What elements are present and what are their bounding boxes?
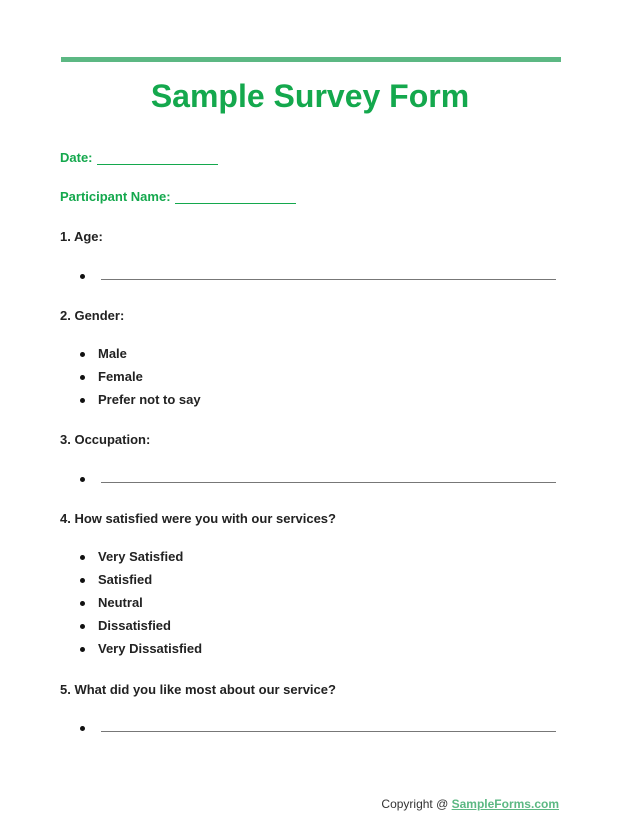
- answer-line: [101, 482, 556, 483]
- date-blank[interactable]: [97, 152, 218, 165]
- option-neutral[interactable]: Neutral: [60, 591, 202, 614]
- option-satisfied[interactable]: Satisfied: [60, 568, 202, 591]
- brand-link[interactable]: SampleForms.com: [451, 797, 559, 811]
- participant-name-blank[interactable]: [175, 191, 296, 204]
- copyright-text: Copyright @: [381, 797, 452, 811]
- answer-line: [101, 731, 556, 732]
- footer-copyright: [381, 797, 559, 811]
- date-label: Date:: [60, 150, 93, 165]
- answer-occupation[interactable]: [60, 470, 560, 490]
- page-title: Sample Survey Form: [150, 78, 470, 114]
- option-dissatisfied[interactable]: Dissatisfied: [60, 614, 202, 637]
- bullet: [80, 726, 85, 731]
- option-very-dissatisfied[interactable]: Very Dissatisfied: [60, 637, 202, 660]
- bullet: [80, 477, 85, 482]
- answer-age[interactable]: [60, 267, 560, 287]
- bullet: [80, 274, 85, 279]
- participant-name-field: [60, 189, 296, 204]
- participant-name-label: Participant Name:: [60, 189, 171, 204]
- gender-options: [60, 342, 201, 411]
- option-very-satisfied[interactable]: Very Satisfied: [60, 545, 202, 568]
- satisfaction-options: [60, 545, 202, 660]
- answer-line: [101, 279, 556, 280]
- option-female[interactable]: Female: [60, 365, 201, 388]
- date-field: [60, 150, 218, 165]
- question-age: 1. Age:: [60, 229, 103, 244]
- header-rule: [61, 57, 561, 62]
- question-gender: 2. Gender:: [60, 308, 125, 323]
- answer-liked-most[interactable]: [60, 719, 560, 739]
- question-satisfaction: 4. How satisfied were you with our services?: [60, 511, 336, 526]
- question-liked-most: 5. What did you like most about our service?: [60, 682, 336, 697]
- question-occupation: 3. Occupation:: [60, 432, 151, 447]
- option-prefer-not-to-say[interactable]: Prefer not to say: [60, 388, 201, 411]
- option-male[interactable]: Male: [60, 342, 201, 365]
